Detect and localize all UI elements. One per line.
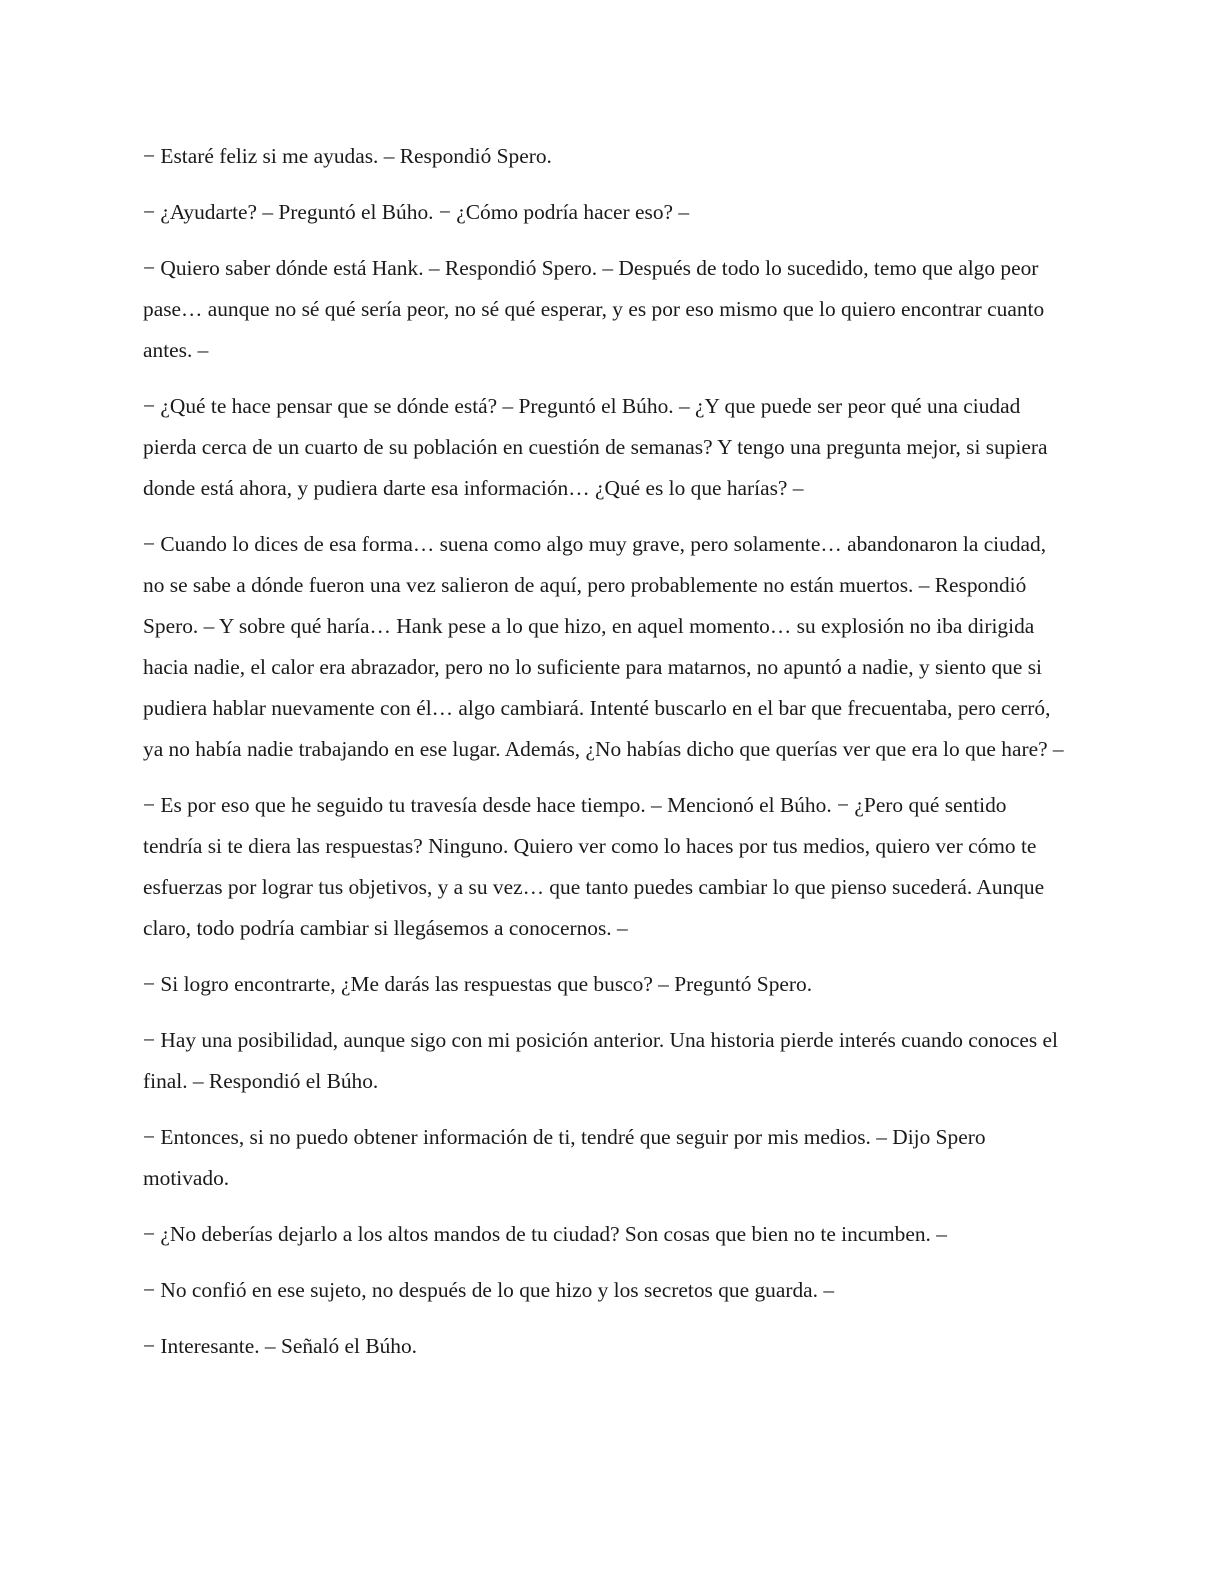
paragraph: − ¿No deberías dejarlo a los altos mandos de tu ciudad? Son cosas que bien no te incumben. – (143, 1222, 947, 1246)
paragraph: − ¿Qué te hace pensar que se dónde está? – Preguntó el Búho. – ¿Y que puede ser peor qué una ciudad pierda cerca de un cuarto de su población en cuestión de semanas? Y tengo una pregunta mejor, si supiera donde está ahora, y pudiera darte esa información… ¿Qué es lo que harías? – (143, 394, 1048, 500)
paragraph: − No confió en ese sujeto, no después de lo que hizo y los secretos que guarda. – (143, 1278, 835, 1302)
paragraph: − Hay una posibilidad, aunque sigo con mi posición anterior. Una historia pierde interés cuando conoces el final. – Respondió el Búho. (143, 1028, 1058, 1093)
paragraph: − Interesante. – Señaló el Búho. (143, 1334, 418, 1358)
paragraph: − ¿Ayudarte? – Preguntó el Búho. − ¿Cómo podría hacer eso? – (143, 200, 690, 224)
paragraph: − Estaré feliz si me ayudas. – Respondió Spero. (143, 144, 552, 168)
paragraph: − Si logro encontrarte, ¿Me darás las respuestas que busco? – Preguntó Spero. (143, 972, 813, 996)
paragraph: − Entonces, si no puedo obtener información de ti, tendré que seguir por mis medios. – Dijo Spero motivado. (143, 1125, 986, 1190)
paragraph: − Quiero saber dónde está Hank. – Respondió Spero. – Después de todo lo sucedido, temo que algo peor pase… aunque no sé qué sería peor, no sé qué esperar, y es por eso mismo que lo quiero encontrar cuanto antes. – (143, 256, 1045, 362)
document-page (143, 136, 1069, 1382)
paragraph: − Es por eso que he seguido tu travesía desde hace tiempo. – Mencionó el Búho. − ¿Pero qué sentido tendría si te diera las respuestas? Ninguno. Quiero ver como lo haces por tus medios, quiero ver cómo te esfuerzas por lograr tus objetivos, y a su vez… que tanto puedes cambiar lo que pienso sucederá. Aunque claro, todo podría cambiar si llegásemos a conocernos. – (143, 793, 1045, 940)
paragraph: − Cuando lo dices de esa forma… suena como algo muy grave, pero solamente… abandonaron la ciudad, no se sabe a dónde fueron una vez salieron de aquí, pero probablemente no están muertos. – Respondió Spero. – Y sobre qué haría… Hank pese a lo que hizo, en aquel momento… su explosión no iba dirigida hacia nadie, el calor era abrazador, pero no lo suficiente para matarnos, no apuntó a nadie, y siento que si pudiera hablar nuevamente con él… algo cambiará. Intenté buscarlo en el bar que frecuentaba, pero cerró, ya no había nadie trabajando en ese lugar. Además, ¿No habías dicho que querías ver que era lo que hare? – (143, 532, 1064, 761)
